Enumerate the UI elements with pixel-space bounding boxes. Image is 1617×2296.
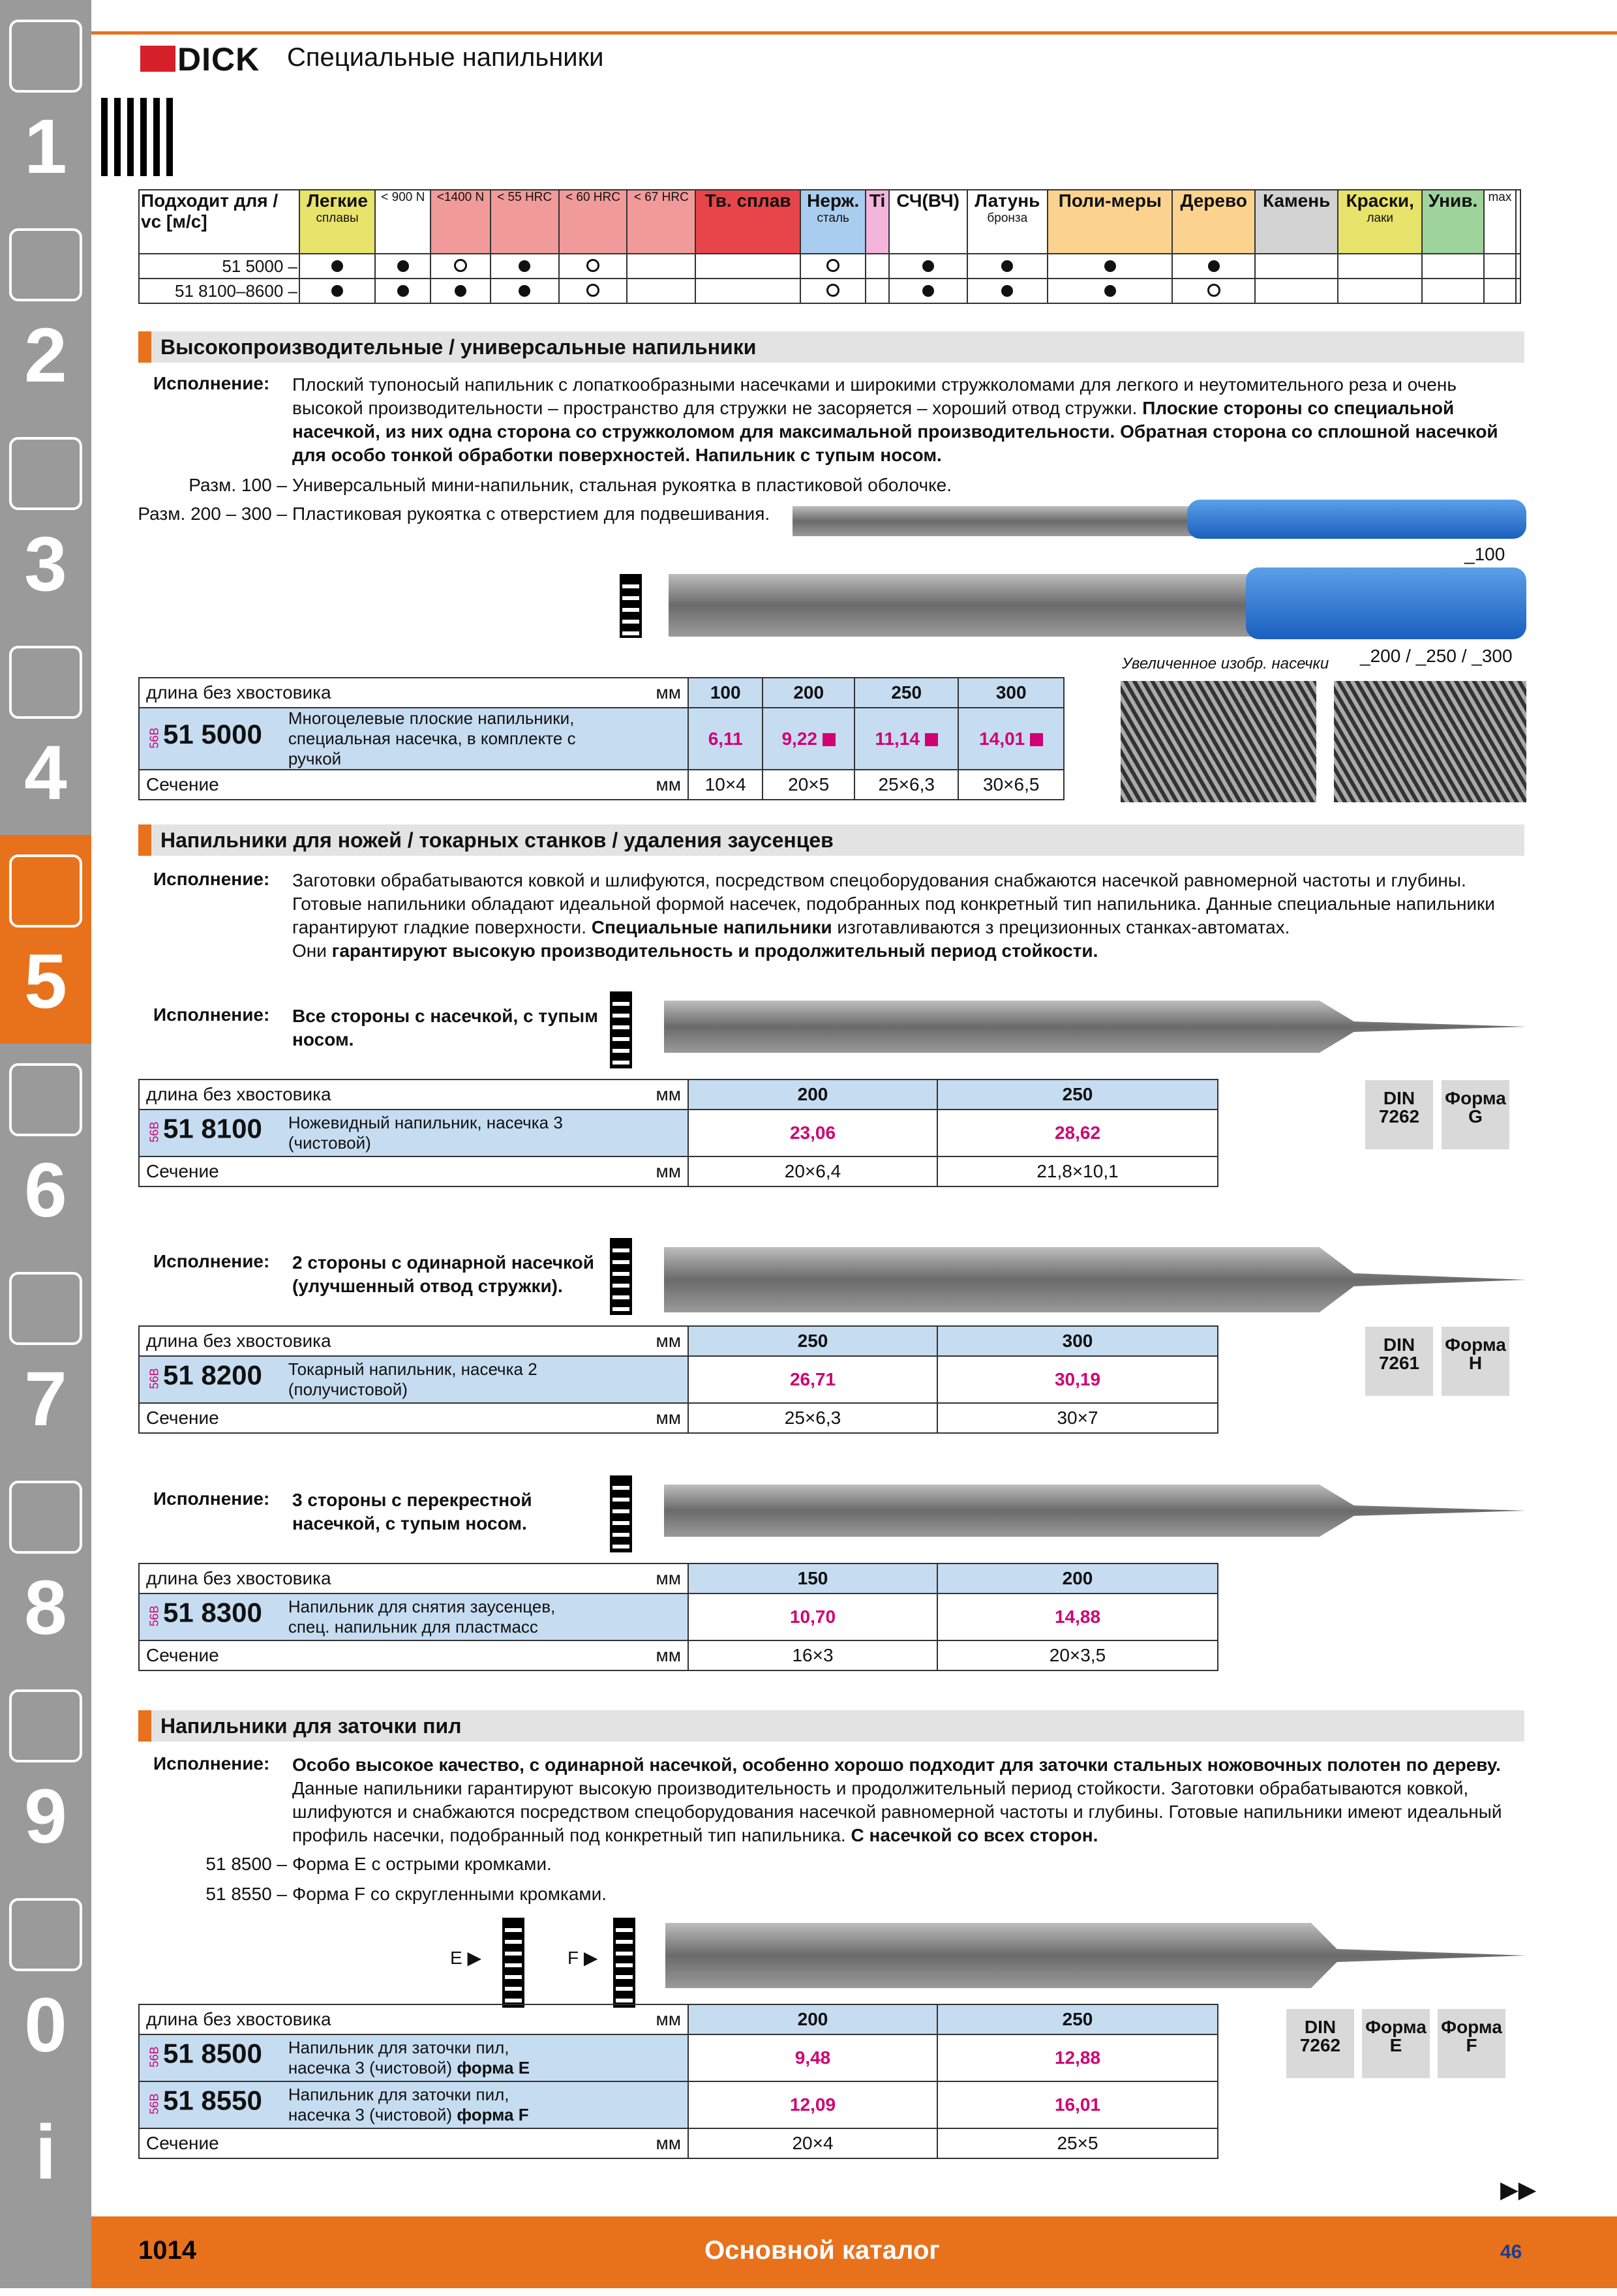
handle-image-100 [1187, 500, 1526, 539]
material-column: Тв. сплав [695, 190, 800, 254]
file-image [664, 1485, 1526, 1537]
material-column: Камень [1255, 190, 1338, 254]
material-column: < 900 N [375, 190, 431, 254]
partial-ring [586, 284, 599, 297]
section-header-saw-files: Напильники для заточки пил [138, 1710, 1524, 1742]
price: 11,14 [875, 728, 920, 749]
price: 9,22 [781, 728, 817, 749]
material-column: Дерево [1172, 190, 1254, 254]
zoom-caption: Увеличенное изобр. насечки [1122, 655, 1329, 672]
material-column: Краски, лаки [1338, 190, 1422, 254]
form-f-profile-icon [613, 1918, 635, 2008]
execution-text: Особо высокое качество, с одинарной насечкой, особенно хорошо подходит для заточки стальных ножовочных полотен по дереву. Данные напильники гарантируют высокую производительность и продолжительный период стойкости. Заготовки обрабатываются ковкой, шлифуются и снабжаются посредством спецоборудования насечкой равномерной частоты и глубины. Готовые напильники имеют идеальный профиль насечки, подобранный под конкретный тип напильника. С насечкой со всех сторон. [292, 1755, 1502, 1845]
execution-text: Плоский тупоносый напильник с лопаткообразными насечками и широкими стружколомами для легкого и неутомительного реза и очень высокой производительности – пространство для стружки не засоряется – хороший отвод стружки. Плоские стороны со специальной насечкой, из них одна сторона со стружколомом для максимальной производительности. Обратная сторона со сплошной насечкой для особо тонкой обработки поверхностей. Напильник с тупым носом. [292, 374, 1498, 465]
execution-label: Исполнение: [153, 1488, 270, 1509]
execution-desc: 2 стороны с одинарной насечкой (улучшенный отвод стружки). [292, 1252, 594, 1296]
chapter-icon [9, 1481, 82, 1554]
chapter-number: 6 [24, 1147, 67, 1233]
compat-row: 51 8100–8600 – [139, 279, 1520, 303]
next-page-icon[interactable]: ▶▶ [1500, 2176, 1537, 2203]
price: 26,71 [688, 1356, 937, 1403]
price-table-saw: длина без хвостовика мм 200 250 56B51 8500 Напильник для заточки пил, насечка 3 (чистовой) форма E 9,48 12,88 56B51 8550 Напильник для заточки пил, насечка 3 (чистовой) форма F 12,09 16,01 Сечение мм 20×4 25×5 [138, 2004, 1218, 2159]
execution-label: Исполнение: [153, 373, 270, 393]
compat-row: 51 5000 – [139, 254, 1520, 279]
article-number: 51 5000 [163, 718, 262, 749]
price-table-518300: длина без хвостовика мм 150 200 56B51 8300 Напильник для снятия заусенцев, спец. напильник для пластмасс 10,70 14,88 Сечение мм 16×3 20×3,5 [138, 1563, 1218, 1671]
file-image [664, 1247, 1526, 1312]
price: 14,01 [979, 728, 1025, 749]
chapter-tab-8[interactable] [0, 1461, 91, 1670]
file-profile-icon [610, 1238, 632, 1315]
chapter-icon [9, 1063, 82, 1136]
suitable-dot [1001, 260, 1013, 272]
execution-desc: 3 стороны с перекрестной насечкой, с тупым носом. [292, 1490, 532, 1533]
cut-zoom-image-1 [1121, 681, 1316, 802]
suitable-dot [455, 285, 466, 297]
price: 30,19 [937, 1356, 1218, 1403]
material-column: Нерж. сталь [800, 190, 866, 254]
price-table-518100: длина без хвостовика мм 200 250 56B51 8100 Ножевидный напильник, насечка 3 (чистовой) 23,06 28,62 Сечение мм 20×6,4 21,8×10,1 [138, 1079, 1218, 1187]
price: 10,70 [688, 1594, 937, 1640]
execution-label: Исполнение: [153, 1251, 270, 1271]
material-column: max [1484, 190, 1516, 254]
chapter-tab-9[interactable] [0, 1670, 91, 1879]
size-200-label: Разм. 200 – 300 – [138, 504, 287, 524]
form-f-marker: F ▶ [567, 1948, 598, 1968]
chapter-tab-0[interactable] [0, 1879, 91, 2087]
material-column: < 67 HRC [627, 190, 695, 254]
material-compatibility-table [138, 189, 1521, 304]
price: 14,88 [937, 1594, 1218, 1640]
din-badge: DIN 7262 [1286, 2009, 1354, 2078]
article-number: 51 8300 [163, 1597, 262, 1628]
material-column: Поли-меры [1048, 190, 1172, 254]
form-e-badge: Форма E [1362, 2009, 1430, 2078]
price: 12,09 [688, 2081, 937, 2128]
execution-label: Исполнение: [153, 869, 270, 889]
suitable-dot [519, 260, 530, 272]
material-column: СЧ(ВЧ) [889, 190, 967, 254]
chapter-icon [9, 1898, 82, 1971]
chapter-number: 7 [24, 1356, 67, 1442]
chapter-tab-2[interactable] [0, 209, 91, 417]
partial-ring [586, 259, 599, 272]
chapter-number: 0 [24, 1982, 67, 2068]
catalog-name: Основной каталог [704, 2236, 940, 2265]
chapter-tab-4[interactable] [0, 626, 91, 835]
chapter-tab-3[interactable] [0, 417, 91, 626]
caption-100: _100 [1464, 544, 1505, 564]
chapter-icon [9, 437, 82, 510]
file-profile-icon [610, 991, 632, 1068]
qr-code[interactable] [101, 98, 179, 176]
brand-logo-mark [140, 46, 175, 72]
suitable-dot [397, 285, 409, 297]
chapter-icon [9, 1272, 82, 1345]
form-e-text: Форма E с острыми кромками. [292, 1854, 552, 1874]
brand-logo: DICK [177, 41, 260, 78]
chapter-icon [9, 854, 82, 928]
material-column: Ti [866, 190, 888, 254]
chapter-number: 5 [24, 939, 67, 1025]
article-number: 51 8100 [163, 1113, 262, 1144]
din-badge: DIN 7261 [1365, 1327, 1433, 1396]
size-100-label: Разм. 100 – [189, 475, 287, 495]
handle-image-200 [1246, 567, 1526, 639]
price: 23,06 [688, 1110, 937, 1156]
header-rule [91, 31, 1617, 35]
chapter-number: 2 [24, 312, 67, 399]
chapter-number: 3 [24, 521, 67, 607]
chapter-number: 8 [24, 1565, 67, 1651]
chapter-tab-5[interactable] [0, 835, 91, 1044]
form-e-profile-icon [502, 1918, 524, 2008]
form-e-marker: E ▶ [450, 1948, 481, 1968]
material-column: Латунь бронза [967, 190, 1048, 254]
execution-desc: Все стороны с насечкой, с тупым носом. [292, 1006, 598, 1050]
partial-ring [826, 284, 839, 297]
suitable-dot [1208, 260, 1220, 272]
price-table-518200: длина без хвостовика мм 250 300 56B51 8200 Токарный напильник, насечка 2 (получистовой) 26,71 30,19 Сечение мм 25×6,3 30×7 [138, 1325, 1218, 1434]
material-column: <1400 N [431, 190, 490, 254]
sub-page-number: 46 [1500, 2241, 1522, 2263]
partial-ring [454, 259, 467, 272]
suitable-dot [331, 285, 343, 297]
chapter-icon [9, 1689, 82, 1762]
form-e-label: 51 8500 – [205, 1854, 287, 1874]
page-number: 1014 [138, 2236, 196, 2265]
chapter-number: 9 [24, 1774, 67, 1860]
chapter-number: i [35, 2109, 57, 2196]
chapter-icon [9, 228, 82, 301]
cut-zoom-image-2 [1334, 681, 1526, 802]
chapter-number: 1 [24, 104, 67, 190]
execution-text: Заготовки обрабатываются ковкой и шлифуются, посредством спецоборудования снабжаются насечкой равномерной частоты и глубины. Готовые напильники обладают идеальной формой насечек, подобранных под конкретный тип напильника. Данные специальные напильники гарантируют гладкие поверхности. Специальные напильники изготавливаются з прецизионных станках-автоматах. Они гарантируют высокую производительность и продолжительный период стойкости. [292, 870, 1495, 961]
section-header-universal: Высокопроизводительные / универсальные напильники [138, 331, 1524, 363]
price: 6,11 [688, 708, 763, 770]
din-badge: DIN 7262 [1365, 1080, 1433, 1149]
partial-ring [1207, 284, 1220, 297]
material-column: Легкие сплавы [299, 190, 375, 254]
execution-label: Исполнение: [153, 1753, 270, 1774]
price: 9,48 [688, 2034, 937, 2081]
suitable-dot [922, 285, 934, 297]
file-profile-icon [610, 1475, 632, 1552]
size-100-text: Универсальный мини-напильник, стальная рукоятка в пластиковой оболочке. [292, 475, 952, 495]
compat-label: Подходит для / vc [м/с] [139, 190, 299, 254]
caption-200: _200 / _250 / _300 [1360, 646, 1513, 666]
suitable-dot [1001, 285, 1013, 297]
form-badge: Форма H [1442, 1327, 1509, 1396]
material-column: < 60 HRC [559, 190, 627, 254]
section-header-knife-files: Напильники для ножей / токарных станков / удаления заусенцев [138, 824, 1524, 856]
price-table-515000: длина без хвостовика мм 100 200 250 300 56B51 5000Многоцелевые плоские напильники, специальная насечка, в комплекте с ручкой 6,11 9,22 11,14 14,01 Сечение мм 10×4 20×5 25×6,3 30×6,5 [138, 677, 1065, 800]
material-column [1516, 190, 1520, 254]
chapter-icon [9, 646, 82, 719]
execution-label: Исполнение: [153, 1004, 270, 1025]
chapter-tab-7[interactable] [0, 1252, 91, 1461]
size-200-text: Пластиковая рукоятка с отверстием для подвешивания. [292, 504, 770, 524]
price: 16,01 [937, 2081, 1218, 2128]
chapter-icon [9, 20, 82, 93]
suitable-dot [519, 285, 530, 297]
chapter-tab-1[interactable] [0, 0, 91, 209]
partial-ring [826, 259, 839, 272]
chapter-tab-6[interactable] [0, 1044, 91, 1252]
suitable-dot [331, 260, 343, 272]
saw-file-image [665, 1923, 1526, 1988]
chapter-number: 4 [24, 730, 67, 816]
chapter-tab-i[interactable] [0, 2087, 91, 2296]
file-profile-icon [620, 574, 642, 638]
form-badge: Форма G [1442, 1080, 1509, 1149]
file-image [664, 1001, 1526, 1053]
suitable-dot [1104, 285, 1116, 297]
form-f-badge: Форма F [1438, 2009, 1505, 2078]
form-f-text: Форма F со скругленными кромками. [292, 1884, 607, 1904]
file-image-100 [793, 506, 1197, 536]
file-image-200 [669, 574, 1256, 637]
material-column: Унив. [1422, 190, 1484, 254]
form-f-label: 51 8550 – [205, 1884, 287, 1904]
suitable-dot [1104, 260, 1116, 272]
price: 12,88 [937, 2034, 1218, 2081]
article-number: 51 8200 [163, 1359, 262, 1391]
page-title: Специальные напильники [287, 43, 604, 72]
suitable-dot [397, 260, 409, 272]
material-column: < 55 HRC [491, 190, 559, 254]
suitable-dot [922, 260, 934, 272]
price: 28,62 [937, 1110, 1218, 1156]
